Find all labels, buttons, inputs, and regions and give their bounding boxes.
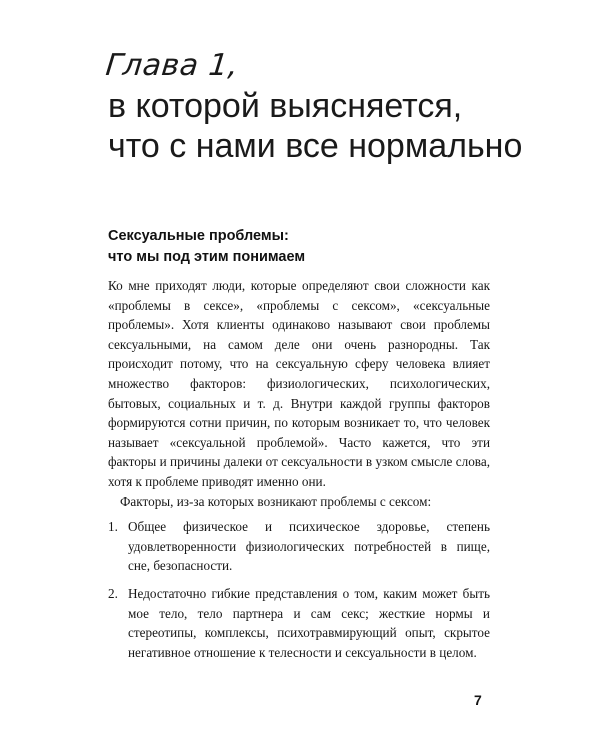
chapter-title [108,86,568,166]
chapter-title-line-2: что с нами все нормально [108,127,523,165]
section-heading-line-2: что мы под этим понимаем [108,249,306,265]
section-heading [108,226,508,268]
list-item [108,584,490,662]
list-item-text: Общее физическое и психическое здоровье, степень удовлетворенности физиологических потребностей в пище, сне, безопасности. [128,519,490,574]
chapter-title-line-1: в которой выясняется, [108,87,463,125]
paragraph-intro: Ко мне приходят люди, которые определяют свои сложности как «проблемы в сексе», «проблемы с сексом», «сексуальные проблемы». Хотя клиенты одинаково называют свои проблемы сексуальными, на самом деле они очень разнородны. Так происходит потому, что на сексуальную сферу человека влияет множество факторов: физиологических, психологических, бытовых, социальных и т. д. Внутри каждой группы факторов формируются сотни причин, по которым возникает то, что человек называет «сексуальной проблемой». Часто кажется, что эти факторы и причины далеки от сексуальности в узком смысле слова, хотя к проблеме приводят именно они. [108,278,490,489]
page-number: 7 [474,692,482,708]
list-item-text: Недостаточно гибкие представления о том, каким может быть мое тело, тело партнера и сам секс; жесткие нормы и стереотипы, комплексы, психотравмирующий опыт, скрытое негативное отношение к телесности и сексуальности в целом. [128,585,490,660]
paragraph-factors-lead: Факторы, из-за которых возникают проблемы с сексом: [120,493,432,509]
list-item-number: 2. [108,585,118,601]
chapter-label: Глава 1, [104,48,241,83]
factors-list [108,517,490,662]
list-item-number: 1. [108,519,118,535]
body-text [108,276,490,670]
section-heading-line-1: Сексуальные проблемы: [108,228,289,244]
list-item [108,517,490,576]
